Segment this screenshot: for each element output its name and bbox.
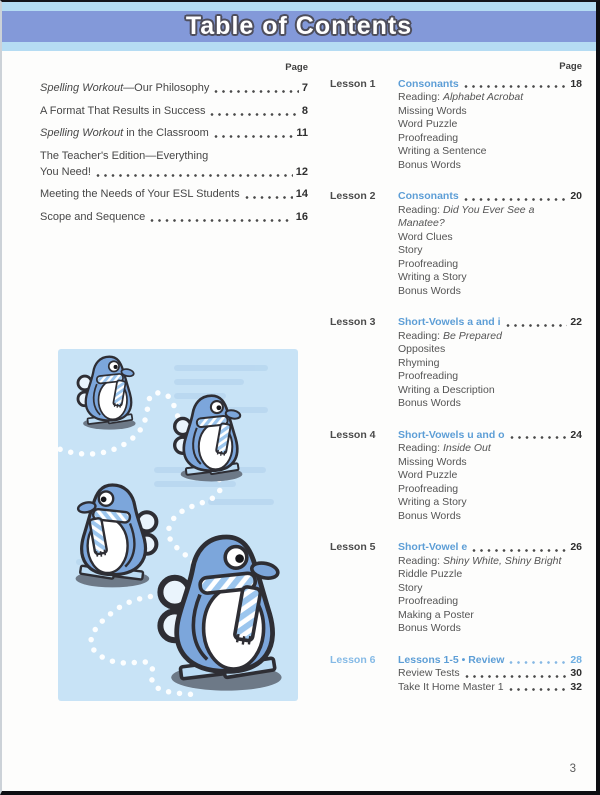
lesson-entry-3 [330,316,582,411]
lesson-title: Short-Vowel e [398,541,468,553]
lesson-activity: Proofreading [398,370,459,382]
lesson-activity: Bonus Words [398,509,461,522]
lesson-activity: Proofreading [398,482,459,495]
dot-leader [465,674,568,679]
lesson-activity: Proofreading [398,131,459,144]
lesson-activity: Writing a Story [398,271,467,283]
lesson-activity: Word Clues [398,230,453,243]
lesson-title: Short-Vowels a and i [398,316,501,328]
page-number: 14 [295,188,308,200]
lesson-activity: Missing Words [398,455,467,468]
lesson-entry-4 [330,429,582,524]
lesson-activity: Missing Words [398,104,467,117]
penguin-illustration-panel [58,349,298,701]
page-number: 8 [301,104,308,117]
toc-item: A Format That Results in Success 8 [40,104,308,117]
banner-stripe-bottom [2,42,596,51]
lesson-title: Consonants [398,190,459,202]
review-item: Review Tests 30 [398,667,582,679]
lesson-label: Lesson 3 [330,316,376,328]
page-number: 18 [570,77,582,90]
toc-item: Meeting the Needs of Your ESL Students 14 [40,188,308,200]
dot-leader [509,687,568,692]
folio-page-number: 3 [569,763,576,775]
lesson-entry-1 [330,78,582,173]
dot-leader [506,323,568,328]
page-number: 26 [570,541,582,553]
toc-item-line1: The Teacher's Edition—Everything [40,149,209,162]
lesson-activity: Bonus Words [398,397,461,409]
dot-leader [96,173,293,178]
page-number: 22 [570,316,582,328]
lesson-reading: Reading: Did You Ever See a Manatee? [398,203,535,229]
dot-leader [509,660,567,665]
review-item: Take It Home Master 1 32 [398,680,582,693]
banner-stripe-top [2,2,596,11]
dot-leader [510,435,568,440]
penguin-illustration [58,349,298,701]
lesson-title: Consonants [398,77,459,90]
lesson-activity: Writing a Story [398,496,467,508]
lesson-entry-2 [330,190,582,298]
dot-leader [245,195,293,200]
toc-item: Scope and Sequence 16 [40,210,308,223]
page-number: 24 [570,428,582,441]
lesson-label: Lesson 5 [330,541,376,553]
lesson-entry-5 [330,541,582,636]
lesson-reading: Reading: Be Prepared [398,329,502,342]
lesson-activity: Writing a Sentence [398,145,487,157]
lesson-activity: Bonus Words [398,158,461,171]
lesson-label: Lesson 2 [330,190,376,202]
lesson-reading: Reading: Inside Out [398,442,491,454]
dot-leader [210,112,298,117]
lesson-reading: Reading: Alphabet Acrobat [398,91,524,103]
page-number: 7 [301,82,308,94]
lesson-activity: Story [398,581,423,594]
penguin-large-flipped [76,485,157,587]
dot-leader [472,548,567,553]
lesson-activity: Opposites [398,343,446,355]
page-column-label: Page [559,61,582,72]
page-number: 20 [570,190,582,202]
page-column-label: Page [285,62,308,73]
page-number: 28 [570,653,582,666]
page-title: Table of Contents [185,12,413,40]
page-number: 12 [295,165,308,178]
penguin-small [78,357,136,430]
lesson-activity: Proofreading [398,595,459,607]
dot-leader [214,89,299,94]
lesson-activity: Making a Poster [398,608,474,621]
lesson-activity: Story [398,244,423,256]
banner-band [2,11,596,42]
dot-leader [464,197,568,202]
lesson-label: Lesson 6 [330,653,376,666]
lesson-activity: Rhyming [398,356,440,369]
lesson-entry-6 [330,654,582,695]
lessons-column [330,60,582,712]
dot-leader [464,84,568,89]
lesson-activity: Bonus Words [398,622,461,634]
lesson-activity: Word Puzzle [398,469,458,481]
lesson-activity: Bonus Words [398,284,461,297]
page-number: 32 [570,680,582,693]
toc-item-line2: You Need! 12 [40,165,308,178]
lesson-activity: Writing a Description [398,383,495,396]
page-number: 11 [296,127,308,139]
page-number: 30 [570,667,582,679]
front-matter-column [40,60,308,231]
lesson-label: Lesson 1 [330,77,376,90]
penguin-largest [160,537,281,691]
dot-leader [214,134,294,139]
toc-item: Spelling Workout in the Classroom 11 [40,127,308,139]
lesson-activity: Proofreading [398,257,459,270]
page-banner [2,2,596,52]
lesson-title: Lessons 1-5 • Review [398,653,505,666]
dot-leader [150,218,293,223]
lesson-activity: Word Puzzle [398,118,458,130]
toc-item: Spelling Workout—Our Philosophy 7 [40,82,308,94]
page-number: 16 [295,210,308,223]
lesson-reading: Reading: Shiny White, Shiny Bright [398,554,562,567]
lesson-title: Short-Vowels u and o [398,428,505,441]
lesson-activity: Riddle Puzzle [398,568,463,580]
lesson-label: Lesson 4 [330,428,376,441]
